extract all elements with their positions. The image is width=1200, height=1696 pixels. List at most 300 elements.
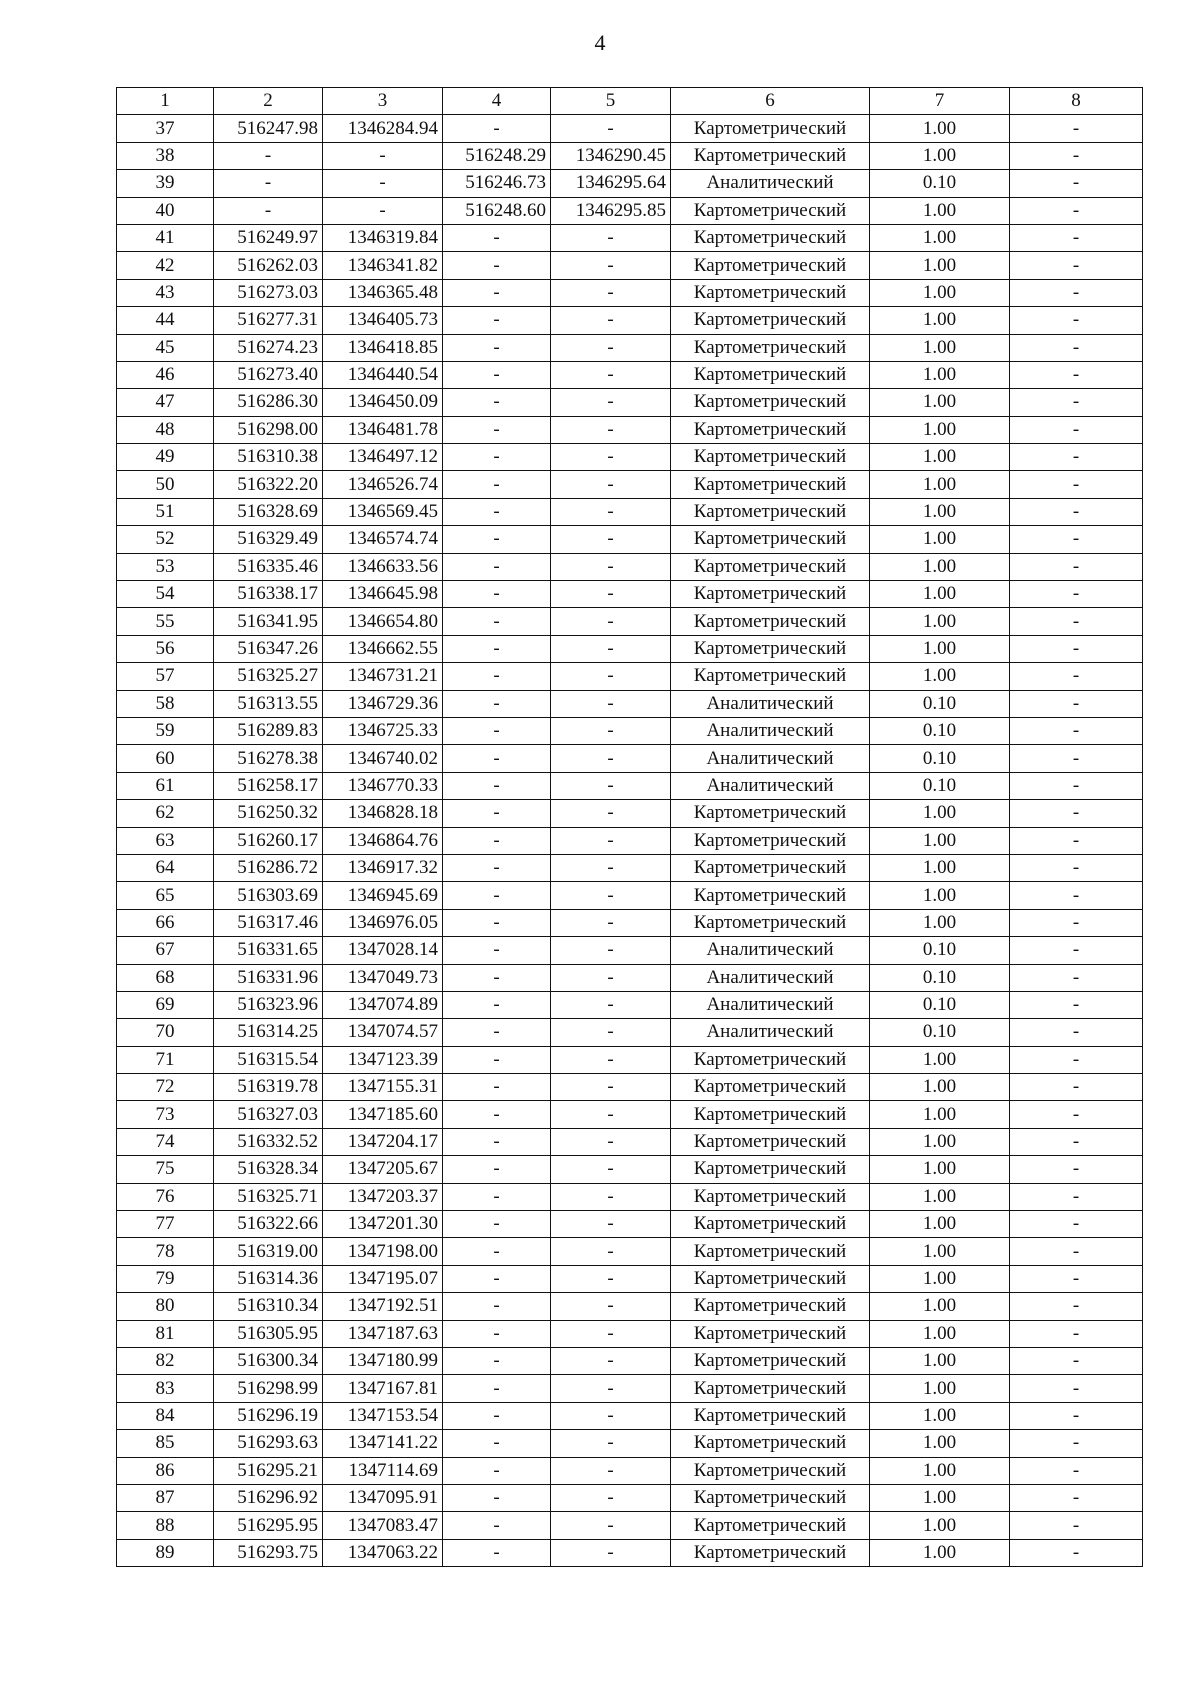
method-cell: Картометрический	[671, 1430, 870, 1457]
accuracy-cell: 0.10	[870, 745, 1010, 772]
accuracy-cell: 1.00	[870, 827, 1010, 854]
note-cell: -	[1010, 1539, 1143, 1566]
x-coordinate-alt-cell: -	[443, 553, 551, 580]
method-cell: Картометрический	[671, 1402, 870, 1429]
point-number-cell: 46	[117, 361, 214, 388]
x-coordinate-alt-cell: -	[443, 1265, 551, 1292]
x-coordinate-cell: -	[214, 197, 323, 224]
note-cell: -	[1010, 1320, 1143, 1347]
accuracy-cell: 1.00	[870, 252, 1010, 279]
accuracy-cell: 1.00	[870, 1430, 1010, 1457]
note-cell: -	[1010, 1128, 1143, 1155]
accuracy-cell: 1.00	[870, 553, 1010, 580]
y-coordinate-cell: 1347195.07	[323, 1265, 443, 1292]
y-coordinate-cell: 1347204.17	[323, 1128, 443, 1155]
x-coordinate-alt-cell: -	[443, 1128, 551, 1155]
y-coordinate-cell: 1347185.60	[323, 1101, 443, 1128]
x-coordinate-cell: -	[214, 142, 323, 169]
note-cell: -	[1010, 1512, 1143, 1539]
x-coordinate-alt-cell: -	[443, 854, 551, 881]
accuracy-cell: 1.00	[870, 142, 1010, 169]
table-row	[117, 1457, 1143, 1484]
note-cell: -	[1010, 1183, 1143, 1210]
method-cell: Картометрический	[671, 909, 870, 936]
accuracy-cell: 1.00	[870, 1238, 1010, 1265]
method-cell: Картометрический	[671, 854, 870, 881]
y-coordinate-alt-cell: -	[551, 1128, 671, 1155]
point-number-cell: 76	[117, 1183, 214, 1210]
x-coordinate-alt-cell: -	[443, 526, 551, 553]
method-cell: Картометрический	[671, 1320, 870, 1347]
point-number-cell: 88	[117, 1512, 214, 1539]
note-cell: -	[1010, 1074, 1143, 1101]
y-coordinate-alt-cell: -	[551, 224, 671, 251]
y-coordinate-cell: -	[323, 197, 443, 224]
x-coordinate-alt-cell: -	[443, 663, 551, 690]
y-coordinate-cell: 1346945.69	[323, 882, 443, 909]
x-coordinate-alt-cell: -	[443, 1430, 551, 1457]
y-coordinate-alt-cell: -	[551, 937, 671, 964]
x-coordinate-alt-cell: -	[443, 279, 551, 306]
table-row	[117, 745, 1143, 772]
point-number-cell: 59	[117, 717, 214, 744]
accuracy-cell: 1.00	[870, 1402, 1010, 1429]
accuracy-cell: 1.00	[870, 1457, 1010, 1484]
note-cell: -	[1010, 690, 1143, 717]
point-number-cell: 38	[117, 142, 214, 169]
accuracy-cell: 1.00	[870, 1211, 1010, 1238]
y-coordinate-alt-cell: -	[551, 690, 671, 717]
y-coordinate-alt-cell: -	[551, 1101, 671, 1128]
y-coordinate-cell: 1347028.14	[323, 937, 443, 964]
table-row	[117, 1539, 1143, 1566]
x-coordinate-alt-cell: -	[443, 471, 551, 498]
x-coordinate-cell: 516298.00	[214, 416, 323, 443]
x-coordinate-alt-cell: -	[443, 991, 551, 1018]
y-coordinate-alt-cell: -	[551, 1046, 671, 1073]
x-coordinate-alt-cell: -	[443, 1375, 551, 1402]
method-cell: Картометрический	[671, 827, 870, 854]
point-number-cell: 57	[117, 663, 214, 690]
y-coordinate-cell: 1346319.84	[323, 224, 443, 251]
x-coordinate-alt-cell: -	[443, 389, 551, 416]
x-coordinate-cell: 516296.92	[214, 1484, 323, 1511]
y-coordinate-alt-cell: -	[551, 1074, 671, 1101]
x-coordinate-cell: 516331.65	[214, 937, 323, 964]
table-row	[117, 663, 1143, 690]
accuracy-cell: 1.00	[870, 279, 1010, 306]
accuracy-cell: 1.00	[870, 224, 1010, 251]
point-number-cell: 48	[117, 416, 214, 443]
y-coordinate-cell: 1346864.76	[323, 827, 443, 854]
method-cell: Картометрический	[671, 416, 870, 443]
x-coordinate-alt-cell: 516248.29	[443, 142, 551, 169]
point-number-cell: 79	[117, 1265, 214, 1292]
y-coordinate-alt-cell: -	[551, 334, 671, 361]
y-coordinate-cell: 1347063.22	[323, 1539, 443, 1566]
note-cell: -	[1010, 1484, 1143, 1511]
point-number-cell: 42	[117, 252, 214, 279]
point-number-cell: 73	[117, 1101, 214, 1128]
y-coordinate-alt-cell: -	[551, 1539, 671, 1566]
point-number-cell: 83	[117, 1375, 214, 1402]
table-row	[117, 1046, 1143, 1073]
point-number-cell: 86	[117, 1457, 214, 1484]
point-number-cell: 40	[117, 197, 214, 224]
note-cell: -	[1010, 224, 1143, 251]
y-coordinate-cell: 1346284.94	[323, 115, 443, 142]
table-row	[117, 279, 1143, 306]
table-row	[117, 581, 1143, 608]
x-coordinate-cell: 516305.95	[214, 1320, 323, 1347]
point-number-cell: 39	[117, 170, 214, 197]
table-row	[117, 827, 1143, 854]
point-number-cell: 51	[117, 498, 214, 525]
header-cell: 8	[1010, 88, 1143, 115]
x-coordinate-alt-cell: -	[443, 307, 551, 334]
accuracy-cell: 1.00	[870, 1156, 1010, 1183]
point-number-cell: 41	[117, 224, 214, 251]
table-row	[117, 635, 1143, 662]
x-coordinate-alt-cell: -	[443, 717, 551, 744]
point-number-cell: 60	[117, 745, 214, 772]
x-coordinate-alt-cell: -	[443, 635, 551, 662]
y-coordinate-cell: 1346729.36	[323, 690, 443, 717]
y-coordinate-cell: 1347187.63	[323, 1320, 443, 1347]
point-number-cell: 56	[117, 635, 214, 662]
y-coordinate-alt-cell: -	[551, 1265, 671, 1292]
table-row	[117, 991, 1143, 1018]
point-number-cell: 62	[117, 800, 214, 827]
point-number-cell: 69	[117, 991, 214, 1018]
note-cell: -	[1010, 471, 1143, 498]
table-row	[117, 1512, 1143, 1539]
point-number-cell: 72	[117, 1074, 214, 1101]
x-coordinate-alt-cell: -	[443, 937, 551, 964]
x-coordinate-cell: 516298.99	[214, 1375, 323, 1402]
note-cell: -	[1010, 1375, 1143, 1402]
y-coordinate-cell: 1346654.80	[323, 608, 443, 635]
accuracy-cell: 1.00	[870, 1347, 1010, 1374]
table-row	[117, 1265, 1143, 1292]
table-row	[117, 444, 1143, 471]
y-coordinate-alt-cell: -	[551, 1320, 671, 1347]
y-coordinate-alt-cell: -	[551, 1293, 671, 1320]
y-coordinate-alt-cell: -	[551, 1430, 671, 1457]
accuracy-cell: 1.00	[870, 334, 1010, 361]
note-cell: -	[1010, 115, 1143, 142]
point-number-cell: 68	[117, 964, 214, 991]
x-coordinate-alt-cell: -	[443, 1484, 551, 1511]
y-coordinate-alt-cell: -	[551, 745, 671, 772]
y-coordinate-alt-cell: -	[551, 800, 671, 827]
y-coordinate-cell: 1346440.54	[323, 361, 443, 388]
point-number-cell: 49	[117, 444, 214, 471]
y-coordinate-alt-cell: -	[551, 361, 671, 388]
x-coordinate-alt-cell: -	[443, 827, 551, 854]
point-number-cell: 75	[117, 1156, 214, 1183]
y-coordinate-alt-cell: -	[551, 909, 671, 936]
table-row	[117, 1074, 1143, 1101]
y-coordinate-cell: 1346662.55	[323, 635, 443, 662]
accuracy-cell: 1.00	[870, 608, 1010, 635]
x-coordinate-cell: 516247.98	[214, 115, 323, 142]
x-coordinate-alt-cell: -	[443, 909, 551, 936]
accuracy-cell: 1.00	[870, 909, 1010, 936]
method-cell: Картометрический	[671, 635, 870, 662]
y-coordinate-alt-cell: -	[551, 471, 671, 498]
y-coordinate-cell: 1346526.74	[323, 471, 443, 498]
point-number-cell: 54	[117, 581, 214, 608]
accuracy-cell: 1.00	[870, 1539, 1010, 1566]
note-cell: -	[1010, 1293, 1143, 1320]
y-coordinate-alt-cell: -	[551, 964, 671, 991]
y-coordinate-alt-cell: -	[551, 389, 671, 416]
note-cell: -	[1010, 1046, 1143, 1073]
page-number: 4	[594, 30, 606, 55]
table-row	[117, 197, 1143, 224]
point-number-cell: 67	[117, 937, 214, 964]
x-coordinate-cell: 516286.72	[214, 854, 323, 881]
method-cell: Картометрический	[671, 1375, 870, 1402]
y-coordinate-alt-cell: -	[551, 608, 671, 635]
accuracy-cell: 1.00	[870, 1512, 1010, 1539]
point-number-cell: 58	[117, 690, 214, 717]
y-coordinate-cell: 1347198.00	[323, 1238, 443, 1265]
table-row	[117, 1293, 1143, 1320]
method-cell: Картометрический	[671, 526, 870, 553]
x-coordinate-cell: 516314.25	[214, 1019, 323, 1046]
x-coordinate-alt-cell: -	[443, 1019, 551, 1046]
x-coordinate-cell: 516335.46	[214, 553, 323, 580]
point-number-cell: 44	[117, 307, 214, 334]
x-coordinate-alt-cell: -	[443, 444, 551, 471]
accuracy-cell: 1.00	[870, 635, 1010, 662]
table-row	[117, 1211, 1143, 1238]
accuracy-cell: 1.00	[870, 1375, 1010, 1402]
x-coordinate-alt-cell: -	[443, 964, 551, 991]
note-cell: -	[1010, 252, 1143, 279]
note-cell: -	[1010, 854, 1143, 881]
y-coordinate-cell: 1347074.57	[323, 1019, 443, 1046]
note-cell: -	[1010, 334, 1143, 361]
note-cell: -	[1010, 170, 1143, 197]
note-cell: -	[1010, 1101, 1143, 1128]
note-cell: -	[1010, 1019, 1143, 1046]
note-cell: -	[1010, 1211, 1143, 1238]
accuracy-cell: 0.10	[870, 964, 1010, 991]
accuracy-cell: 1.00	[870, 581, 1010, 608]
method-cell: Картометрический	[671, 1238, 870, 1265]
point-number-cell: 77	[117, 1211, 214, 1238]
table-row	[117, 1484, 1143, 1511]
x-coordinate-cell: 516295.21	[214, 1457, 323, 1484]
method-cell: Картометрический	[671, 498, 870, 525]
x-coordinate-alt-cell: -	[443, 1347, 551, 1374]
table-row	[117, 854, 1143, 881]
x-coordinate-alt-cell: -	[443, 1238, 551, 1265]
coordinates-table	[116, 87, 1143, 1567]
y-coordinate-alt-cell: -	[551, 553, 671, 580]
x-coordinate-cell: 516286.30	[214, 389, 323, 416]
table-row	[117, 800, 1143, 827]
accuracy-cell: 1.00	[870, 1293, 1010, 1320]
note-cell: -	[1010, 635, 1143, 662]
x-coordinate-cell: 516262.03	[214, 252, 323, 279]
method-cell: Картометрический	[671, 608, 870, 635]
accuracy-cell: 0.10	[870, 937, 1010, 964]
note-cell: -	[1010, 389, 1143, 416]
x-coordinate-cell: 516293.63	[214, 1430, 323, 1457]
y-coordinate-alt-cell: -	[551, 307, 671, 334]
method-cell: Картометрический	[671, 800, 870, 827]
accuracy-cell: 0.10	[870, 1019, 1010, 1046]
note-cell: -	[1010, 1265, 1143, 1292]
point-number-cell: 55	[117, 608, 214, 635]
y-coordinate-cell: 1347155.31	[323, 1074, 443, 1101]
accuracy-cell: 1.00	[870, 1484, 1010, 1511]
method-cell: Картометрический	[671, 1293, 870, 1320]
table-row	[117, 1183, 1143, 1210]
y-coordinate-cell: 1346450.09	[323, 389, 443, 416]
table-row	[117, 690, 1143, 717]
note-cell: -	[1010, 444, 1143, 471]
x-coordinate-cell: 516322.20	[214, 471, 323, 498]
table-row	[117, 224, 1143, 251]
y-coordinate-cell: 1347180.99	[323, 1347, 443, 1374]
point-number-cell: 45	[117, 334, 214, 361]
y-coordinate-alt-cell: -	[551, 1375, 671, 1402]
y-coordinate-cell: 1347153.54	[323, 1402, 443, 1429]
x-coordinate-alt-cell: -	[443, 361, 551, 388]
note-cell: -	[1010, 1430, 1143, 1457]
method-cell: Картометрический	[671, 252, 870, 279]
note-cell: -	[1010, 416, 1143, 443]
x-coordinate-cell: 516327.03	[214, 1101, 323, 1128]
table-row	[117, 1128, 1143, 1155]
accuracy-cell: 0.10	[870, 690, 1010, 717]
x-coordinate-cell: 516310.34	[214, 1293, 323, 1320]
method-cell: Картометрический	[671, 471, 870, 498]
table-row	[117, 361, 1143, 388]
y-coordinate-alt-cell: -	[551, 498, 671, 525]
note-cell: -	[1010, 361, 1143, 388]
x-coordinate-alt-cell: -	[443, 1457, 551, 1484]
x-coordinate-cell: 516300.34	[214, 1347, 323, 1374]
method-cell: Аналитический	[671, 745, 870, 772]
method-cell: Картометрический	[671, 279, 870, 306]
table-row	[117, 717, 1143, 744]
method-cell: Аналитический	[671, 964, 870, 991]
y-coordinate-cell: 1346497.12	[323, 444, 443, 471]
y-coordinate-alt-cell: -	[551, 581, 671, 608]
y-coordinate-cell: 1346740.02	[323, 745, 443, 772]
accuracy-cell: 1.00	[870, 307, 1010, 334]
x-coordinate-alt-cell: -	[443, 1046, 551, 1073]
y-coordinate-cell: 1347167.81	[323, 1375, 443, 1402]
note-cell: -	[1010, 1402, 1143, 1429]
accuracy-cell: 1.00	[870, 444, 1010, 471]
x-coordinate-cell: 516332.52	[214, 1128, 323, 1155]
accuracy-cell: 1.00	[870, 1101, 1010, 1128]
x-coordinate-alt-cell: -	[443, 581, 551, 608]
note-cell: -	[1010, 663, 1143, 690]
accuracy-cell: 1.00	[870, 498, 1010, 525]
accuracy-cell: 1.00	[870, 1265, 1010, 1292]
y-coordinate-alt-cell: -	[551, 1019, 671, 1046]
table-row	[117, 1347, 1143, 1374]
x-coordinate-alt-cell: -	[443, 800, 551, 827]
point-number-cell: 65	[117, 882, 214, 909]
x-coordinate-alt-cell: -	[443, 224, 551, 251]
y-coordinate-cell: 1346828.18	[323, 800, 443, 827]
method-cell: Аналитический	[671, 772, 870, 799]
header-cell: 7	[870, 88, 1010, 115]
y-coordinate-cell: 1347095.91	[323, 1484, 443, 1511]
accuracy-cell: 1.00	[870, 526, 1010, 553]
note-cell: -	[1010, 1156, 1143, 1183]
y-coordinate-alt-cell: -	[551, 115, 671, 142]
table-row	[117, 170, 1143, 197]
x-coordinate-alt-cell: -	[443, 1539, 551, 1566]
note-cell: -	[1010, 581, 1143, 608]
point-number-cell: 71	[117, 1046, 214, 1073]
accuracy-cell: 1.00	[870, 1320, 1010, 1347]
x-coordinate-cell: 516317.46	[214, 909, 323, 936]
method-cell: Картометрический	[671, 389, 870, 416]
accuracy-cell: 1.00	[870, 416, 1010, 443]
table-row	[117, 252, 1143, 279]
table-row	[117, 553, 1143, 580]
point-number-cell: 87	[117, 1484, 214, 1511]
table-row	[117, 334, 1143, 361]
method-cell: Картометрический	[671, 334, 870, 361]
y-coordinate-cell: 1347205.67	[323, 1156, 443, 1183]
point-number-cell: 53	[117, 553, 214, 580]
method-cell: Картометрический	[671, 1539, 870, 1566]
y-coordinate-cell: 1346770.33	[323, 772, 443, 799]
method-cell: Картометрический	[671, 142, 870, 169]
accuracy-cell: 1.00	[870, 854, 1010, 881]
point-number-cell: 66	[117, 909, 214, 936]
accuracy-cell: 0.10	[870, 772, 1010, 799]
note-cell: -	[1010, 608, 1143, 635]
y-coordinate-alt-cell: -	[551, 1238, 671, 1265]
table-row	[117, 416, 1143, 443]
accuracy-cell: 1.00	[870, 361, 1010, 388]
point-number-cell: 85	[117, 1430, 214, 1457]
point-number-cell: 74	[117, 1128, 214, 1155]
x-coordinate-cell: 516315.54	[214, 1046, 323, 1073]
y-coordinate-cell: 1347192.51	[323, 1293, 443, 1320]
y-coordinate-alt-cell: -	[551, 444, 671, 471]
point-number-cell: 47	[117, 389, 214, 416]
x-coordinate-cell: 516258.17	[214, 772, 323, 799]
x-coordinate-alt-cell: -	[443, 882, 551, 909]
note-cell: -	[1010, 772, 1143, 799]
point-number-cell: 89	[117, 1539, 214, 1566]
x-coordinate-cell: 516250.32	[214, 800, 323, 827]
point-number-cell: 82	[117, 1347, 214, 1374]
y-coordinate-alt-cell: -	[551, 854, 671, 881]
table-row	[117, 526, 1143, 553]
y-coordinate-alt-cell: -	[551, 1347, 671, 1374]
table-row	[117, 1320, 1143, 1347]
note-cell: -	[1010, 717, 1143, 744]
x-coordinate-alt-cell: -	[443, 1074, 551, 1101]
note-cell: -	[1010, 526, 1143, 553]
x-coordinate-cell: 516323.96	[214, 991, 323, 1018]
